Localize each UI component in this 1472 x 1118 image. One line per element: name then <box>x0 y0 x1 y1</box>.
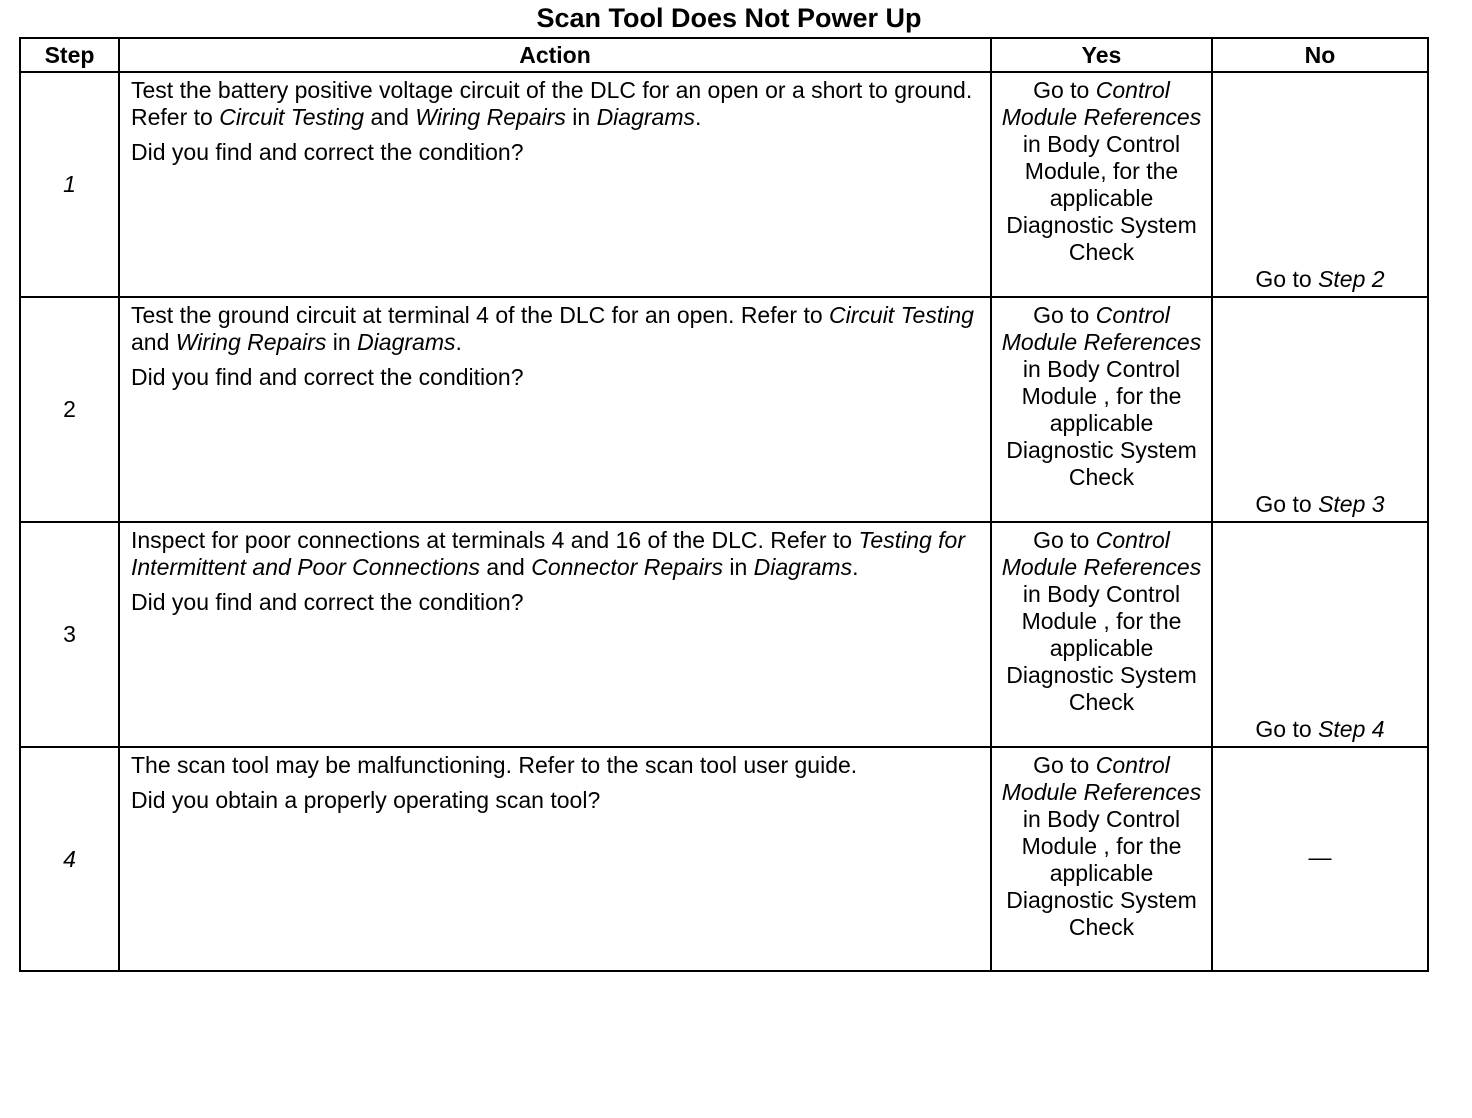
reference-link: Control Module References <box>1001 527 1202 580</box>
reference-link: Control Module References <box>1001 302 1202 355</box>
no-cell: Go to Step 3 <box>1212 297 1428 522</box>
no-action-dash: — <box>1308 844 1332 870</box>
table-row <box>20 297 1428 522</box>
no-cell: Go to Step 2 <box>1212 72 1428 297</box>
no-cell <box>1212 747 1428 971</box>
action-text: The scan tool may be malfunctioning. Refer to the scan tool user guide. <box>131 752 858 778</box>
no-cell: Go to Step 4 <box>1212 522 1428 747</box>
question-text: Did you find and correct the condition? <box>131 589 524 615</box>
table-row <box>20 522 1428 747</box>
reference-link: Wiring Repairs <box>175 329 327 355</box>
action-cell <box>119 522 991 747</box>
header-no: No <box>1212 38 1428 72</box>
step-reference: Step 4 <box>1318 716 1385 742</box>
action-cell <box>119 72 991 297</box>
page-title: Scan Tool Does Not Power Up <box>536 3 922 33</box>
table-row <box>20 747 1428 971</box>
reference-link: Diagrams <box>357 329 456 355</box>
reference-link: Connector Repairs <box>531 554 723 580</box>
reference-link: Control Module References <box>1001 77 1202 130</box>
table-row <box>20 72 1428 297</box>
diagnostic-table <box>19 37 1429 972</box>
reference-link: Wiring Repairs <box>415 104 566 130</box>
header-step: Step <box>20 38 119 72</box>
question-text: Did you obtain a properly operating scan tool? <box>131 787 601 813</box>
step-number: 1 <box>20 72 119 297</box>
reference-link: Control Module References <box>1001 752 1202 805</box>
question-text: Did you find and correct the condition? <box>131 139 524 165</box>
header-action: Action <box>119 38 991 72</box>
action-text: Inspect for poor connections at terminals 4 and 16 of the DLC. Refer to Testing for Intermittent and Poor Connections and Connector Repairs in Diagrams. <box>131 527 966 580</box>
reference-link: Diagrams <box>753 554 853 580</box>
step-number: 2 <box>20 297 119 522</box>
step-reference: Step 3 <box>1318 491 1385 517</box>
header-yes: Yes <box>991 38 1212 72</box>
yes-cell: Go to Control Module References in Body Control Module , for the applicable Diagnostic System Check <box>991 747 1212 971</box>
yes-cell: Go to Control Module References in Body Control Module , for the applicable Diagnostic System Check <box>991 522 1212 747</box>
step-number: 4 <box>20 747 119 971</box>
question-text: Did you find and correct the condition? <box>131 364 524 390</box>
step-number: 3 <box>20 522 119 747</box>
reference-link: Circuit Testing <box>219 104 365 130</box>
reference-link: Circuit Testing <box>829 302 974 328</box>
reference-link: Diagrams <box>596 104 695 130</box>
action-text: Test the ground circuit at terminal 4 of the DLC for an open. Refer to Circuit Testing and Wiring Repairs in Diagrams. <box>131 302 974 355</box>
reference-link: Testing for Intermittent and Poor Connections <box>131 527 966 580</box>
yes-cell: Go to Control Module References in Body Control Module , for the applicable Diagnostic System Check <box>991 297 1212 522</box>
yes-cell: Go to Control Module References in Body Control Module, for the applicable Diagnostic System Check <box>991 72 1212 297</box>
action-text: Test the battery positive voltage circuit of the DLC for an open or a short to ground. Refer to Circuit Testing and Wiring Repairs in Diagrams. <box>131 77 973 130</box>
step-reference: Step 2 <box>1318 266 1385 292</box>
action-cell <box>119 747 991 971</box>
table-header-row <box>20 38 1428 72</box>
action-cell <box>119 297 991 522</box>
